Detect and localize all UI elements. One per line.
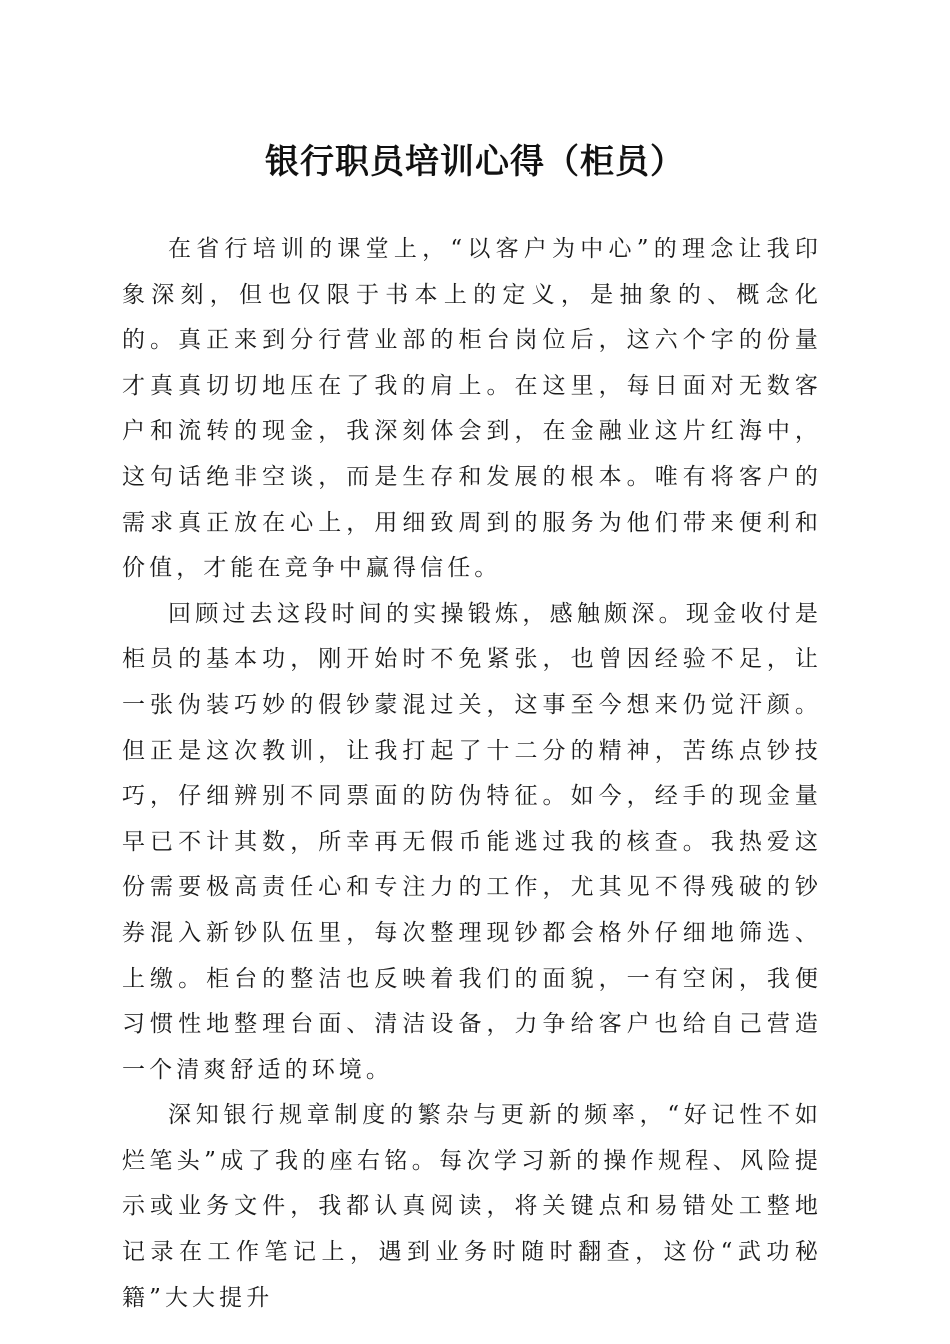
paragraph-1: 在省行培训的课堂上，“以客户为中心”的理念让我印象深刻，但也仅限于书本上的定义，是抽象的、概念化的。真正来到分行营业部的柜台岗位后，这六个字的份量才真真切切地压在了我的肩上。在这里，每日面对无数客户和流转的现金，我深刻体会到，在金融业这片红海中，这句话绝非空谈，而是生存和发展的根本。唯有将客户的需求真正放在心上，用细致周到的服务为他们带来便利和价值，才能在竞争中赢得信任。 [122, 236, 822, 582]
paragraph-2: 回顾过去这段时间的实操锻炼，感触颇深。现金收付是柜员的基本功，刚开始时不免紧张，也曾因经验不足，让一张伪装巧妙的假钞蒙混过关，这事至今想来仍觉汗颜。但正是这次教训，让我打起了十二分的精神，苦练点钞技巧，仔细辨别不同票面的防伪特征。如今，经手的现金量早已不计其数，所幸再无假币能逃过我的核查。我热爱这份需要极高责任心和专注力的工作，尤其见不得残破的钞券混入新钞队伍里，每次整理现钞都会格外仔细地筛选、上缴。柜台的整洁也反映着我们的面貌，一有空闲，我便习惯性地整理台面、清洁设备，力争给客户也给自己营造一个清爽舒适的环境。 [122, 600, 822, 1083]
document-body [122, 227, 822, 1321]
document-title: 银行职员培训心得（柜员） [265, 142, 685, 182]
paragraph-3: 深知银行规章制度的繁杂与更新的频率，“好记性不如烂笔头”成了我的座右铭。每次学习新的操作规程、风险提示或业务文件，我都认真阅读，将关键点和易错处工整地记录在工作笔记上，遇到业务时随时翻查，这份“武功秘籍”大大提升 [122, 1102, 822, 1311]
